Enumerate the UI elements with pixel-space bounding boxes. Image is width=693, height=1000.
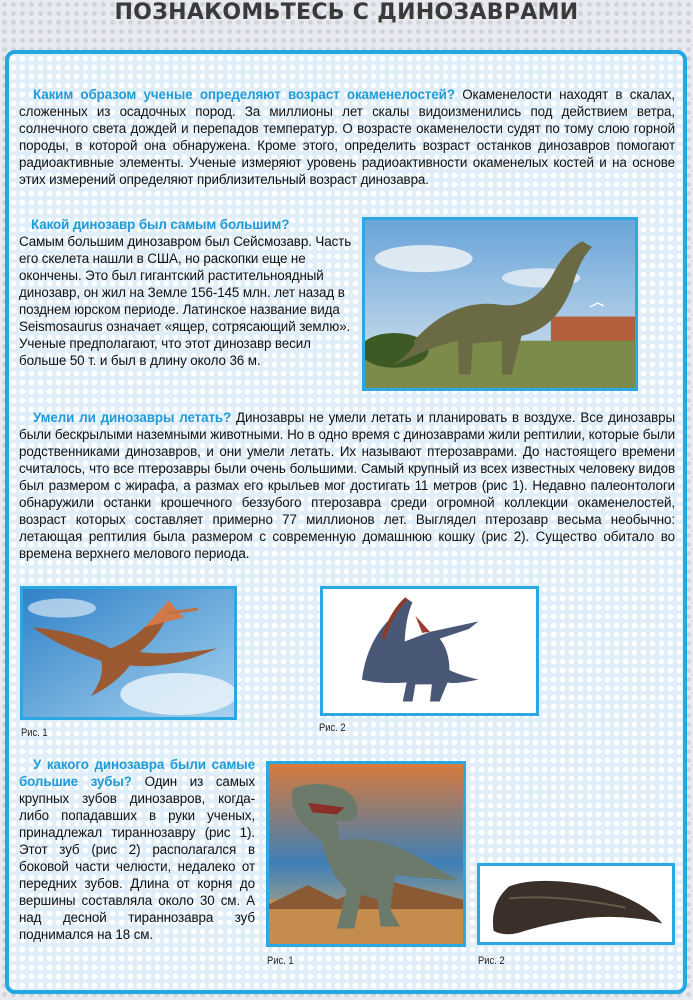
fossil-age-question: Каким образом ученые определяют возраст окаменелостей? bbox=[33, 87, 455, 102]
content-frame bbox=[5, 50, 687, 994]
flying-question: Умели ли динозавры летать? bbox=[33, 410, 232, 425]
tooth-image bbox=[477, 863, 675, 945]
pterosaur-image-2 bbox=[320, 586, 539, 716]
flying-text: Динозавры не умели летать и планировать в воздухе. Все динозавры были бескрылыми наземными животными. Но в одно время с динозаврами жили рептилии, которые были родственниками динозавров, и они умели летать. Их называют птерозаврами. До настоящего времени считалось, что все птерозавры были очень большими. Самый крупный из всех известных человеку видов был размером с жирафа, а размах его крыльев мог достигать 11 метров (рис 1). Недавно палеонтологи обнаружили останки крошечного беззубого птерозавра среди огромной коллекции окаменелостей, возраст которых составляет примерно 77 миллионов лет. Выглядел птерозавр весьма необычно: летающая рептилия была размером с современную домашнюю кошку (рис 2). Существо обитало во времена верхнего мелового периода. bbox=[19, 410, 675, 561]
section-teeth bbox=[19, 756, 255, 943]
biggest-text: Самым большим динозавром был Сейсмозавр. Часть его скелета нашли в США, но раскопки еще не окончены. Это был гигантский растительноядный динозавр, он жил на Земле 156-145 млн. лет назад в позднем юрском периоде. Латинское название вида Seismosaurus означает «ящер, сотрясающий землю». Ученые предполагают, что этот динозавр весил больше 50 т. и был в длину около 36 м. bbox=[19, 234, 352, 368]
section-biggest-dinosaur bbox=[19, 216, 354, 369]
pterosaur-image-1 bbox=[20, 586, 237, 720]
seismosaurus-image bbox=[362, 217, 638, 391]
tooth-caption: Рис. 2 bbox=[478, 955, 505, 967]
section-fossil-age bbox=[19, 86, 675, 188]
pterosaur-1-caption: Рис. 1 bbox=[21, 727, 48, 739]
page-title: ПОЗНАКОМЬТЕСЬ С ДИНОЗАВРАМИ bbox=[114, 0, 579, 25]
tyrannosaurus-caption: Рис. 1 bbox=[267, 955, 294, 967]
teeth-question: У какого динозавра были самые большие зубы? bbox=[19, 757, 255, 789]
tyrannosaurus-image bbox=[266, 761, 466, 947]
teeth-text: Один из самых крупных зубов динозавров, когда-либо попадавших в руки ученых, принадлежал тираннозавру (рис 1). Этот зуб (рис 2) располагался в боковой части челюсти, недалеко от передних зубов. Длина от корня до вершины составляла около 30 см. А над десной тираннозавра зуб поднимался на 18 см. bbox=[19, 774, 256, 942]
section-flying bbox=[19, 409, 675, 562]
biggest-question: Какой динозавр был самым большим? bbox=[31, 217, 290, 232]
pterosaur-2-caption: Рис. 2 bbox=[319, 722, 346, 734]
fossil-age-text: Окаменелости находят в скалах, сложенных из осадочных пород. За миллионы лет скалы видоизменились под действием ветра, солнечного света дождей и перепадов температур. О возрасте окаменелости судят по тому слою горной породы, в которой она обнаружена. Кроме этого, определить возраст останков динозавров помогают радиоактивные элементы. Ученые измеряют уровень радиоактивности окаменелых костей и на основе этих измерений определяют приблизительный возраст динозавра. bbox=[19, 87, 675, 187]
